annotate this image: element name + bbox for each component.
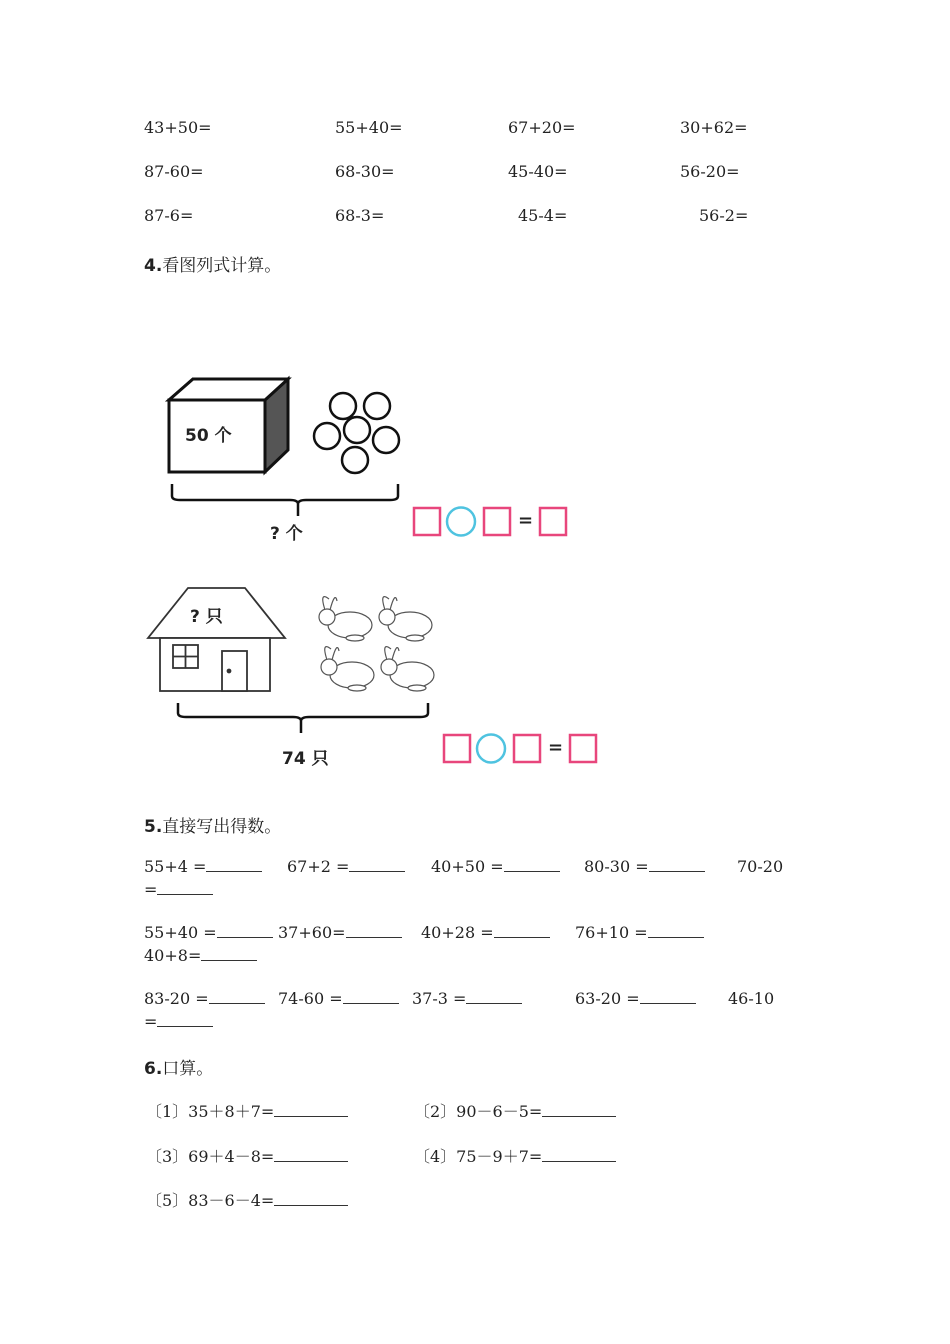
answer-blank[interactable] <box>206 857 262 872</box>
oral-calc-item: 〔2〕90－6－5= <box>414 1099 616 1122</box>
equation: 40+50 = <box>431 857 560 876</box>
answer-blank[interactable] <box>494 923 550 938</box>
equation: 68-30= <box>335 162 395 181</box>
brace-icon <box>172 484 398 516</box>
answer-square[interactable] <box>540 508 566 535</box>
answer-blank[interactable] <box>274 1102 348 1117</box>
section-number: 5. <box>144 817 163 837</box>
oral-calc-item: 〔1〕35＋8＋7= <box>146 1099 348 1122</box>
answer-blank[interactable] <box>343 989 399 1004</box>
answer-template-2 <box>442 732 602 766</box>
equation: 67+20= <box>508 118 576 137</box>
oral-calc-item: 〔4〕75－9＋7= <box>414 1144 616 1167</box>
equation: 83-20 = <box>144 989 265 1008</box>
answer-square[interactable] <box>414 508 440 535</box>
equation: 45-4= <box>518 206 568 225</box>
answer-template-1 <box>412 505 572 539</box>
answer-blank[interactable] <box>542 1102 616 1117</box>
answer-square[interactable] <box>570 735 596 762</box>
equation: = <box>144 880 213 899</box>
answer-square[interactable] <box>484 508 510 535</box>
answer-blank[interactable] <box>504 857 560 872</box>
equation: 40+28 = <box>421 923 550 942</box>
section-4-heading <box>144 251 281 276</box>
equation: 46-10 <box>728 989 775 1008</box>
equation: 70-20 <box>737 857 784 876</box>
section-5-heading <box>144 812 281 837</box>
answer-blank[interactable] <box>346 923 402 938</box>
answer-blank[interactable] <box>640 989 696 1004</box>
operator-circle[interactable] <box>447 508 475 536</box>
equation: 74-60 = <box>278 989 399 1008</box>
operator-circle[interactable] <box>477 735 505 763</box>
equation: 30+62= <box>680 118 748 137</box>
circle-group-icon <box>314 393 399 473</box>
equals-sign: = <box>548 737 564 758</box>
roof-label: ? 只 <box>190 607 223 627</box>
oral-calc-item: 〔3〕69＋4－8= <box>146 1144 348 1167</box>
answer-blank[interactable] <box>349 857 405 872</box>
equation: 56-20= <box>680 162 740 181</box>
equation: 37+60= <box>278 923 402 942</box>
answer-blank[interactable] <box>201 946 257 961</box>
equation: 37-3 = <box>412 989 522 1008</box>
section-number: 4. <box>144 256 163 276</box>
equation: 45-40= <box>508 162 568 181</box>
equation: 40+8= <box>144 946 257 965</box>
equation: = <box>144 1012 213 1031</box>
answer-blank[interactable] <box>209 989 265 1004</box>
answer-blank[interactable] <box>157 1012 213 1027</box>
section-6-heading <box>144 1054 213 1079</box>
equation: 55+40 = <box>144 923 273 942</box>
equation: 87-6= <box>144 206 194 225</box>
answer-blank[interactable] <box>466 989 522 1004</box>
section-title: 看图列式计算。 <box>162 256 282 276</box>
section-title: 直接写出得数。 <box>162 817 282 837</box>
oral-calc-item: 〔5〕83－6－4= <box>146 1188 348 1211</box>
answer-square[interactable] <box>514 735 540 762</box>
equation: 80-30 = <box>584 857 705 876</box>
equation: 43+50= <box>144 118 212 137</box>
equation: 87-60= <box>144 162 204 181</box>
box-label: 50 个 <box>185 426 232 446</box>
brace-label: 74 只 <box>282 749 329 769</box>
equation: 56-2= <box>699 206 749 225</box>
section-number: 6. <box>144 1059 163 1079</box>
rabbit-group-icon <box>319 597 434 691</box>
section-title: 口算。 <box>162 1059 214 1079</box>
answer-blank[interactable] <box>648 923 704 938</box>
equation: 68-3= <box>335 206 385 225</box>
equation: 67+2 = <box>287 857 405 876</box>
answer-square[interactable] <box>444 735 470 762</box>
answer-blank[interactable] <box>217 923 273 938</box>
answer-blank[interactable] <box>649 857 705 872</box>
equation: 63-20 = <box>575 989 696 1008</box>
equation: 55+4 = <box>144 857 262 876</box>
answer-blank[interactable] <box>157 880 213 895</box>
equation: 55+40= <box>335 118 403 137</box>
equals-sign: = <box>518 510 534 531</box>
answer-blank[interactable] <box>542 1147 616 1162</box>
brace-label: ? 个 <box>270 524 303 544</box>
answer-blank[interactable] <box>274 1191 348 1206</box>
equation: 76+10 = <box>575 923 704 942</box>
brace-icon <box>178 703 428 733</box>
answer-blank[interactable] <box>274 1147 348 1162</box>
